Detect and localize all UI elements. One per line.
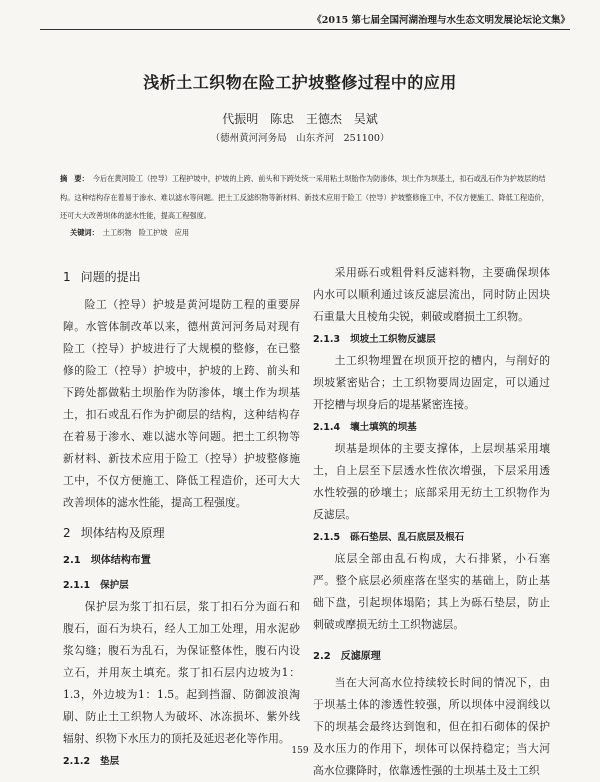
paragraph: 险工（控导）护坡是黄河堤防工程的重要屏障。水管体制改革以来，德州黄河河务局对现有险工（控导）护坡进行了大规模的整修，在已整修的险工（控导）护坡中，护坡的上跨、前头和下跨处都做粘土坝胎作为防渗体，壤土作为坝基土，扣石或乱石作为护砌层的结构，这种结构存在着易于渗水、难以滤水等问题。把土工织物等新材料、新技术应用于险工（控导）护坡整修施工中，不仅方便施工、降低工程造价，还可大大改善坝体的滤水性能，提高工程强度。 — [63, 298, 300, 509]
paragraph: 底层全部由乱石构成，大石排紧，小石塞严。整个底层必须座落在坚实的基础上，防止基础下盘，引起坝体塌陷；其上为砾石垫层，防止刺破或摩损无纺土工织物滤层。 — [313, 552, 550, 631]
section-number: 1 — [63, 270, 71, 284]
abstract-label: 摘 要： — [60, 174, 89, 183]
paragraph: 坝基是坝体的主要支撑体，上层坝基采用壤土，自上层至下层透水性依次增强，下层采用透水性较强的砂壤土；底部采用无纺土工织物作为反滤层。 — [313, 442, 550, 521]
section-title: 坝体结构及原理 — [80, 526, 165, 540]
keywords-text: 土工织物 险工护坡 应用 — [102, 228, 190, 237]
subsection-heading — [63, 550, 300, 572]
page-number: 159 — [291, 746, 309, 756]
subsubsection-heading — [313, 528, 550, 548]
subsection-number: 2.1 — [63, 555, 81, 566]
keywords-label: 关键词： — [70, 228, 99, 237]
running-header: 《2015 第七届全国河湖治理与水生态文明发展论坛论文集》 — [40, 12, 570, 30]
subsubsection-heading — [313, 330, 550, 350]
subsection-title: 反滤原理 — [340, 651, 381, 662]
paragraph: 保护层为浆丁扣石层，浆丁扣石分为面石和腹石，面石为块石，经人工加工处理，用水泥砂浆勾缝；腹石为乱石，为保证整体性，腹石内设立石，并用灰土填充。浆丁扣石层内边坡为1：1.3，外边坡为1：1.5。起到挡溜、防御波浪淘刷、防止土工织物人为破坏、冰冻损坏、紫外线辐射、织物下水压力的顶托及延迟老化等作用。 — [63, 600, 300, 745]
subsubsection-number: 2.1.2 — [63, 756, 91, 767]
right-column — [313, 262, 550, 782]
subsubsection-title: 壤土填筑的坝基 — [350, 422, 417, 433]
paper-title: 浅析土工织物在险工护坡整修过程中的应用 — [143, 73, 457, 92]
subsection-heading — [313, 646, 550, 668]
subsubsection-title: 垫层 — [100, 756, 120, 767]
authors: 代振明 陈忠 王德杰 吴斌 — [222, 112, 378, 126]
subsubsection-title: 保护层 — [100, 580, 129, 591]
section-heading — [63, 266, 300, 288]
section-number: 2 — [63, 526, 71, 540]
abstract-text: 今后在黄河险工（控导）工程护坡中，护坡的上跨、前头和下跨处统一采用粘土坝胎作为防渗体，坝土作为坝基土，扣石或乱石作为护坡层的结构。这种结构存在着易于渗水、难以滤水等问题。把土工反滤织物等新材料、新技术应用于险工（控导）护坡整修施工中，不仅方便施工、降低工程造价，还可大大改善坝体的滤水性能，提高工程强度。 — [60, 174, 549, 220]
subsubsection-number: 2.1.3 — [313, 334, 341, 345]
subsubsection-number: 2.1.1 — [63, 580, 91, 591]
subsection-title: 坝体结构布置 — [90, 555, 151, 566]
subsubsection-heading — [63, 576, 300, 596]
subsubsection-number: 2.1.4 — [313, 422, 341, 433]
subsection-number: 2.2 — [313, 651, 331, 662]
paragraph: 采用砾石或粗骨料反滤料物，主要确保坝体内水可以顺利通过该反滤层流出，同时防止因块石重量大且棱角尖锐，刺破或磨损土工织物。 — [313, 266, 550, 323]
section-title: 问题的提出 — [80, 270, 141, 284]
subsubsection-title: 坝坡土工织物反滤层 — [350, 334, 436, 345]
keywords — [70, 228, 550, 238]
left-column — [63, 262, 300, 772]
abstract — [60, 170, 550, 226]
affiliation: （德州黄河河务局 山东齐河 251100） — [210, 133, 390, 144]
section-heading — [63, 522, 300, 544]
paragraph: 土工织物埋置在坝顶开挖的槽内，与削好的坝坡紧密贴合；土工织物要周边固定，可以通过开挖槽与坝身后的堤基紧密连接。 — [313, 354, 550, 411]
subsubsection-number: 2.1.5 — [313, 532, 341, 543]
paragraph: 当在大河高水位持续较长时间的情况下，由于坝基土体的渗透性较强，所以坝体中浸润线以下的坝基会最终达到饱和，但在扣石砌体的保护及水压力的作用下，坝体可以保持稳定；当大河高水位骤降时，依靠透性强的土坝基土及土工织 — [313, 676, 550, 777]
subsubsection-heading — [313, 418, 550, 438]
subsubsection-title: 砾石垫层、乱石底层及根石 — [350, 532, 465, 543]
